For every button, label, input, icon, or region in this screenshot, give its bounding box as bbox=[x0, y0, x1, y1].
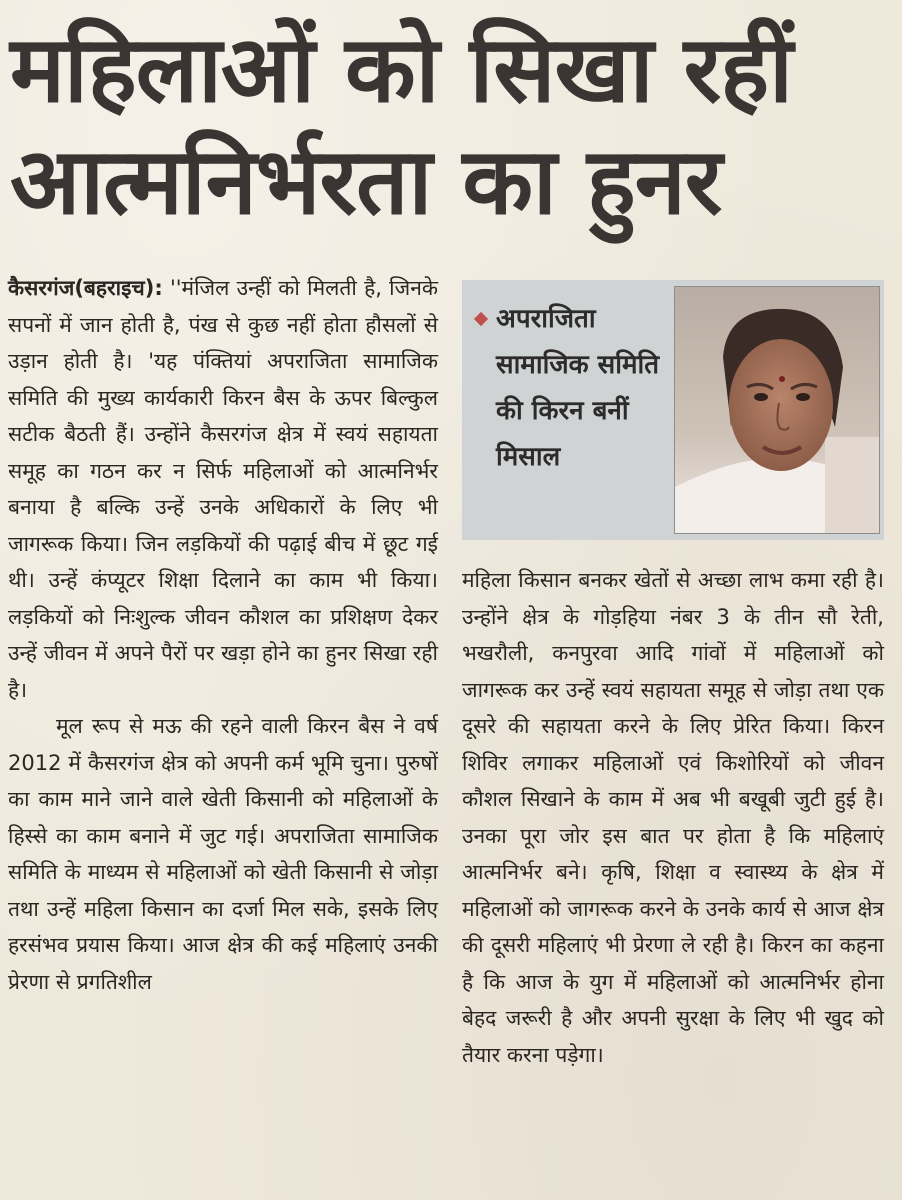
article-text: ''मंजिल उन्हीं को मिलती है, जिनके सपनों में जान होती है, पंख से कुछ नहीं होता हौसलों से उड़ान होती है। 'यह पंक्तियां अपराजिता सामाजिक समिति की मुख्य कार्यकारी किरन बैस के ऊपर बिल्कुल सटीक बैठती हैं। उन्होंने कैसरगंज क्षेत्र में स्वयं सहायता समूह का गठन कर न सिर्फ महिलाओं को आत्मनिर्भर बनाया है बल्कि उन्हें उनके अधिकारों के लिए भी जागरूक किया। जिन लड़कियों की पढ़ाई बीच में छूट गई थी। उन्हें कंप्यूटर शिक्षा दिलाने का काम भी किया। लड़कियों को निःशुल्क जीवन कौशल का प्रशिक्षण देकर उन्हें जीवन में अपने पैरों पर खड़ा होने का हुनर सिखा रही है। bbox=[8, 276, 438, 702]
headline-line-1: महिलाओं को सिखा रहीं bbox=[10, 16, 792, 123]
article-right-column bbox=[462, 562, 884, 1073]
article-left-column bbox=[8, 270, 438, 1000]
article-paragraph: मूल रूप से मऊ की रहने वाली किरन बैस ने वर्ष 2012 में कैसरगंज क्षेत्र को अपनी कर्म भूमि चुना। पुरुषों का काम माने जाने वाले खेती किसानी को महिलाओं के हिस्से का काम बनाने में जुट गई। अपराजिता सामाजिक समिति के माध्यम से महिलाओं को खेती किसानी से जोड़ा तथा उन्हें महिला किसान का दर्जा मिल सके, इसके लिए हरसंभव प्रयास किया। आज क्षेत्र की कई महिलाएं उनकी प्रेरणा से प्रगतिशील bbox=[8, 714, 438, 994]
photo-caption-text: अपराजिता सामाजिक समिति की किरन बनीं मिसाल bbox=[496, 304, 660, 472]
photo-caption-box bbox=[462, 280, 884, 540]
dateline: कैसरगंज(बहराइच): bbox=[8, 276, 163, 300]
article-paragraph bbox=[8, 270, 438, 708]
photo-caption bbox=[478, 296, 678, 480]
portrait-image bbox=[675, 287, 879, 533]
article-paragraph: महिला किसान बनकर खेतों से अच्छा लाभ कमा रही है। उन्होंने क्षेत्र के गोड़हिया नंबर 3 के तीन सौ रेती, भखरौली, कनपुरवा आदि गांवों में महिलाओं को जागरूक कर उन्हें स्वयं सहायता समूह से जोड़ा तथा एक दूसरे की सहायता करने के लिए प्रेरित किया। किरन शिविर लगाकर महिलाओं एवं किशोरियों को जीवन कौशल सिखाने के काम में अब भी बखूबी जुटी हुई है। उनका पूरा जोर इस बात पर होता है कि महिलाएं आत्मनिर्भर बने। कृषि, शिक्षा व स्वास्थ्य के क्षेत्र में महिलाओं को जागरूक करने के उनके कार्य से आज क्षेत्र की दूसरी महिलाएं भी प्रेरणा ले रही है। किरन का कहना है कि आज के युग में महिलाओं को आत्मनिर्भर होना बेहद जरूरी है और अपनी सुरक्षा के लिए भी खुद को तैयार करना पड़ेगा। bbox=[462, 568, 884, 1067]
headline bbox=[10, 14, 890, 238]
portrait-photo bbox=[674, 286, 880, 534]
headline-line-2: आत्मनिर्भरता का हुनर bbox=[10, 128, 722, 235]
